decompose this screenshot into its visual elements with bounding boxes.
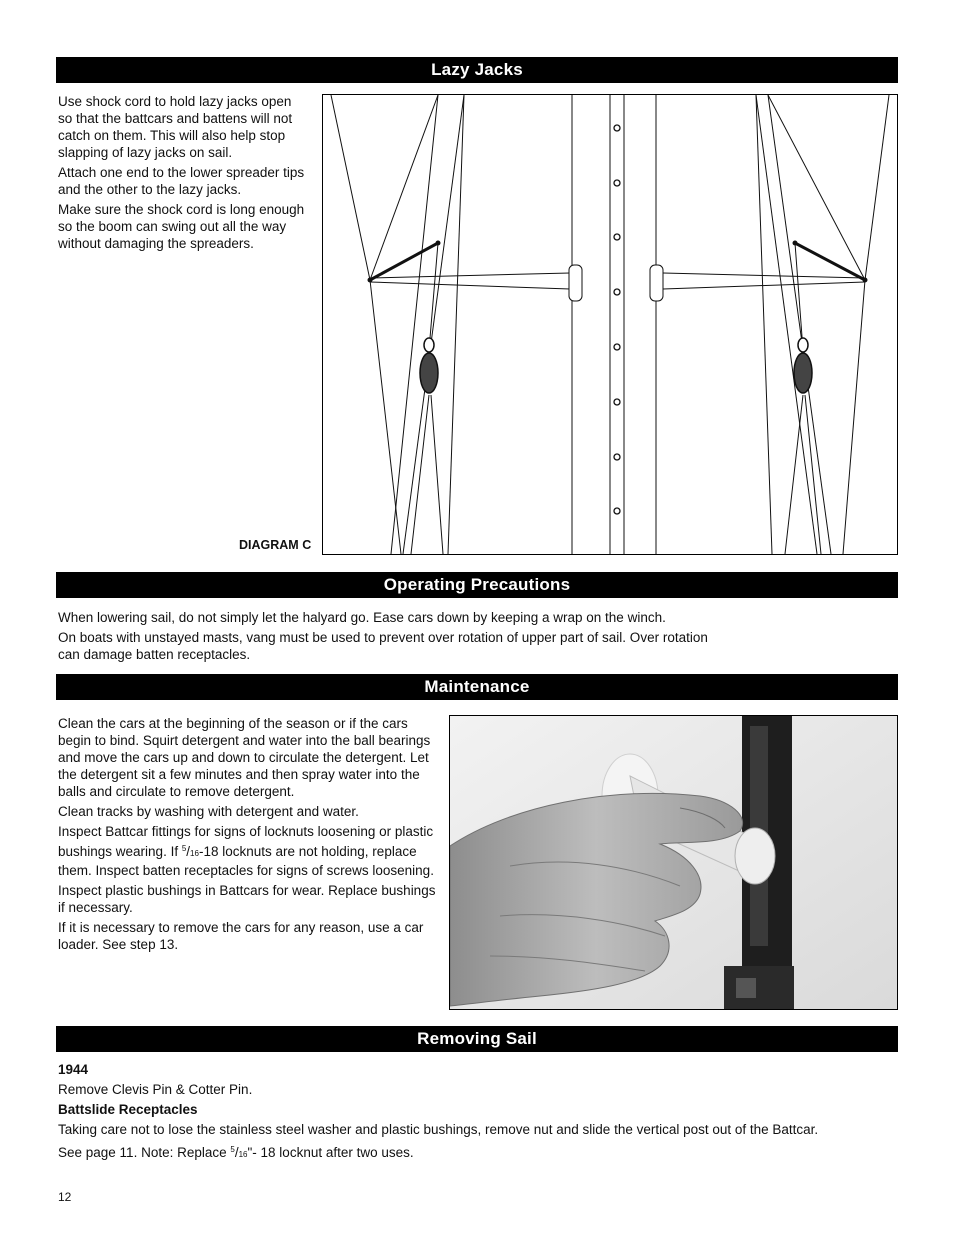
removing-sail-text — [58, 1061, 898, 1166]
removing-sail-line: See page 11. Note: Replace $^5$/16"- 18 locknut after two uses. — [58, 1145, 414, 1160]
lazy-jacks-paragraph: Attach one end to the lower spreader tips and the other to the lazy jacks. — [58, 165, 305, 197]
precaution-paragraph: On boats with unstayed masts, vang must be used to prevent over rotation of upper part of sail. Over rotation can damage batten receptacles. — [58, 630, 708, 662]
maintenance-paragraph: Inspect plastic bushings in Battcars for wear. Replace bushings if necessary. — [58, 883, 436, 915]
battslide-heading: Battslide Receptacles — [58, 1102, 198, 1117]
fraction-denominator: 16 — [238, 1150, 248, 1159]
maintenance-text — [58, 715, 436, 956]
section-header-removing-sail: Removing Sail — [56, 1026, 898, 1052]
fraction-numerator: 5 — [181, 844, 187, 853]
lazy-jacks-diagram — [323, 95, 897, 554]
precaution-paragraph: When lowering sail, do not simply let the halyard go. Ease cars down by keeping a wrap on the winch. — [58, 610, 666, 625]
hand-cleaning-track-photo — [450, 716, 897, 1009]
section-header-lazy-jacks: Lazy Jacks — [56, 57, 898, 83]
maintenance-paragraph: Inspect Battcar fittings for signs of locknuts loosening or plastic bushings wearing. If $^5$/16-18 locknuts are not holding, replace them. Inspect batten receptacles for signs of screws loosening. — [58, 824, 434, 878]
lazy-jacks-paragraph: Use shock cord to hold lazy jacks open so that the battcars and battens will not catch on them. This will also help stop slapping of lazy jacks on sail. — [58, 94, 293, 160]
section-header-operating-precautions: Operating Precautions — [56, 572, 898, 598]
diagram-c-frame — [322, 94, 898, 555]
model-heading-1944: 1944 — [58, 1062, 89, 1077]
diagram-caption: DIAGRAM C — [239, 538, 312, 552]
maintenance-paragraph: Clean the cars at the beginning of the season or if the cars begin to bind. Squirt detergent and water into the ball bearings and move the cars up and down to circulate the detergent. Let the detergent sit a few minutes and then spray water into the balls and circulate to remove detergent. — [58, 716, 431, 799]
lazy-jacks-paragraph: Make sure the shock cord is long enough so the boom can swing out all the way without damaging the spreaders. — [58, 202, 305, 251]
maintenance-paragraph: Clean tracks by washing with detergent and water. — [58, 804, 359, 819]
maintenance-paragraph: If it is necessary to remove the cars for any reason, use a car loader. See step 13. — [58, 920, 424, 952]
fraction-numerator: 5 — [230, 1145, 235, 1154]
operating-precautions-text — [58, 609, 718, 666]
removing-sail-line: Taking care not to lose the stainless steel washer and plastic bushings, remove nut and slide the vertical post out of the Battcar. — [58, 1122, 819, 1137]
removing-sail-line: Remove Clevis Pin & Cotter Pin. — [58, 1082, 253, 1097]
lazy-jacks-text — [58, 93, 308, 255]
page-number: 12 — [58, 1190, 72, 1204]
maintenance-photo — [449, 715, 898, 1010]
fraction-denominator: 16 — [190, 849, 199, 858]
section-header-maintenance: Maintenance — [56, 674, 898, 700]
